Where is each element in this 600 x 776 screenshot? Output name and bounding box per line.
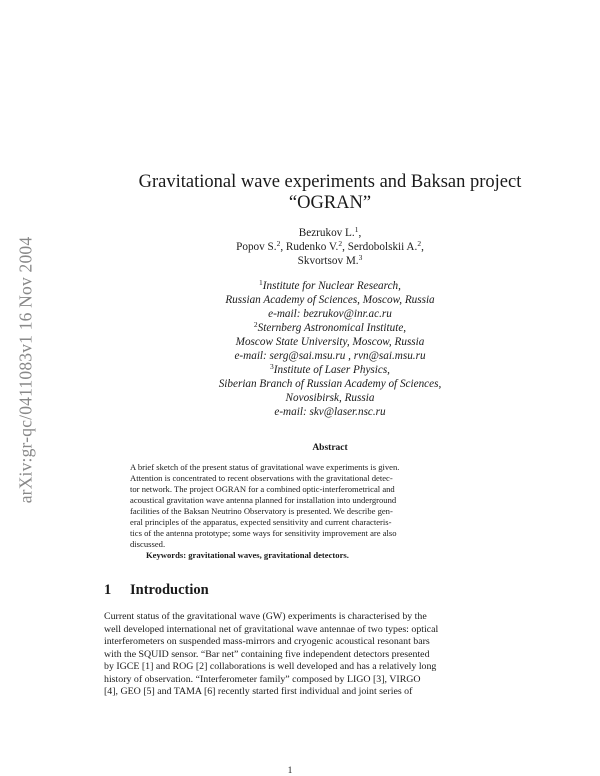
affiliation-1-line-1	[60, 279, 600, 294]
abstract-line: acoustical gravitation wave antenna planned for installation into underground	[130, 495, 397, 505]
arxiv-stamp-text: arXiv:gr-qc/0411083v1 16 Nov 2004	[15, 236, 36, 504]
keywords: Keywords: gravitational waves, gravitational detectors.	[146, 550, 349, 560]
author-line-3	[60, 254, 600, 269]
abstract-line: discussed.	[130, 539, 166, 549]
affiliation-text: Sternberg Astronomical Institute,	[257, 322, 407, 334]
author-sep: ,	[342, 241, 348, 253]
affiliation-2-email: e-mail: serg@sai.msu.ru , rvn@sai.msu.ru	[234, 350, 426, 362]
body-line: interferometers on suspended mass-mirrors and cryogenic acoustical resonant bars	[104, 636, 430, 647]
author-name: Rudenko V.	[285, 241, 339, 253]
affiliation-1-email: e-mail: bezrukov@inr.ac.ru	[268, 308, 392, 320]
author-line-1	[60, 226, 600, 241]
author-sup: 3	[358, 253, 363, 262]
author-name: Serdobolskii A.	[347, 241, 418, 253]
abstract-line: eral principles of the apparatus, expected sensitivity and current characteris-	[130, 517, 392, 527]
author-sup: 2	[276, 239, 281, 248]
author-sep: ,	[421, 241, 424, 253]
author-sep: ,	[280, 241, 286, 253]
body-line: history of observation. “Interferometer family” composed by LIGO [3], VIRGO	[104, 674, 421, 685]
affiliation-3-line-1	[60, 363, 600, 378]
page-number: 1	[287, 766, 293, 776]
affiliation-text: Institute for Nuclear Research,	[262, 280, 401, 292]
author-sup: 2	[417, 239, 422, 248]
abstract-line: tor network. The project OGRAN for a combined optic-interferometrical and	[130, 484, 395, 494]
body-line: well developed international net of gravitational wave antennae of two types: optical	[104, 624, 439, 635]
author-line-2	[60, 240, 600, 255]
affiliation-text: Institute of Laser Physics,	[273, 364, 390, 376]
abstract-line: tics of the antenna prototype; some ways for sensitivity improvement are also	[130, 528, 397, 538]
paper-title-line-1: Gravitational wave experiments and Baksan project	[138, 172, 522, 192]
body-line: [4], GEO [5] and TAMA [6] recently started first individual and joint series of	[104, 686, 413, 697]
author-name: Skvortsov M.	[297, 255, 359, 267]
affiliation-1-line-2: Russian Academy of Sciences, Moscow, Russia	[225, 294, 435, 306]
paper-title-line-2: “OGRAN”	[288, 193, 372, 213]
affiliation-2-line-2: Moscow State University, Moscow, Russia	[235, 336, 425, 348]
author-sup: 2	[338, 239, 343, 248]
affiliation-3-line-3: Novosibirsk, Russia	[285, 392, 375, 404]
affiliation-sup: 2	[253, 320, 258, 329]
body-line: by IGCE [1] and ROG [2] collaborations is well developed and has a relatively long	[104, 661, 437, 672]
abstract-line: facilities of the Baksan Neutrino Observatory is presented. We describe gen-	[130, 506, 393, 516]
affiliation-3-line-2: Siberian Branch of Russian Academy of Sciences,	[218, 378, 442, 390]
author-name: Popov S.	[236, 241, 277, 253]
section-heading	[104, 582, 209, 599]
abstract-line: Attention is concentrated to recent observations with the gravitational detec-	[130, 473, 393, 483]
affiliation-2-line-1	[60, 321, 600, 336]
author-name: Bezrukov L.	[298, 227, 355, 239]
abstract-line: A brief sketch of the present status of gravitational wave experiments is given.	[130, 462, 400, 472]
affiliation-sup: 3	[270, 362, 274, 371]
body-line: with the SQUID sensor. “Bar net” containing five independent detectors presented	[104, 649, 430, 660]
section-number: 1	[104, 582, 112, 598]
arxiv-stamp	[6, 205, 46, 535]
abstract-heading: Abstract	[312, 443, 348, 453]
affiliation-3-email: e-mail: skv@laser.nsc.ru	[274, 406, 386, 418]
affiliation-sup: 1	[259, 278, 263, 287]
section-title: Introduction	[130, 582, 209, 598]
author-sep: ,	[358, 227, 362, 239]
body-line: Current status of the gravitational wave (GW) experiments is characterised by the	[104, 611, 427, 622]
author-sup: 1	[354, 225, 359, 234]
